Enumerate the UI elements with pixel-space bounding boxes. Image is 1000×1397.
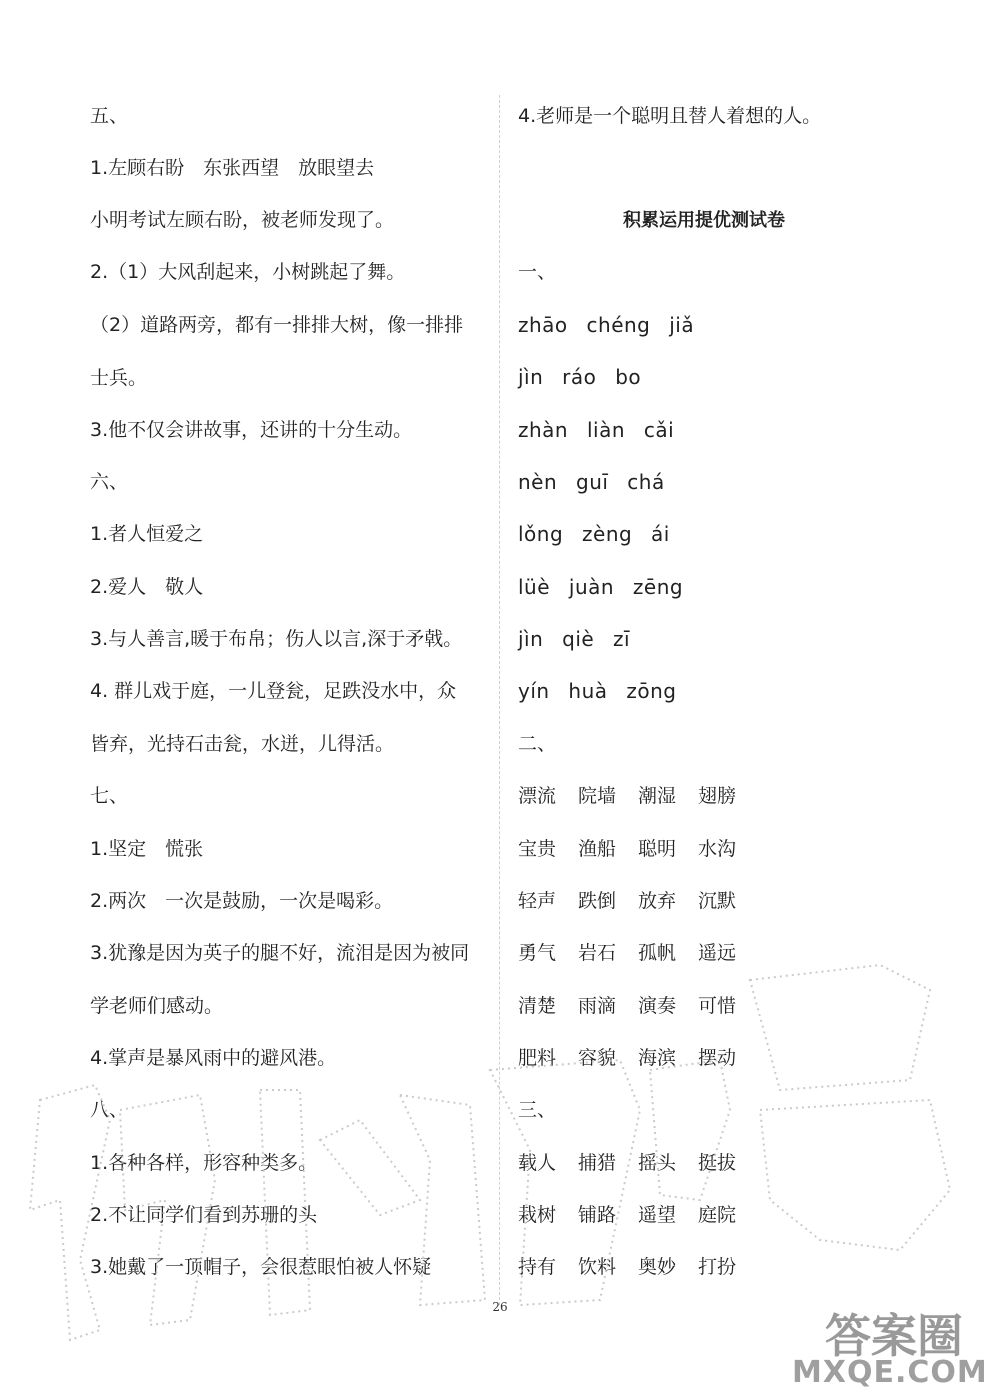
answer-line: 学老师们感动。 bbox=[90, 995, 224, 1017]
word: 水沟 bbox=[698, 838, 737, 860]
answer-line: 4.掌声是暴风雨中的避风港。 bbox=[90, 1047, 337, 1069]
answer-line: 1.左顾右盼 东张西望 放眼望去 bbox=[90, 157, 375, 179]
answer-line: 士兵。 bbox=[90, 367, 148, 389]
word: 持有 bbox=[518, 1256, 557, 1278]
section-heading-3: 三、 bbox=[518, 1099, 557, 1121]
word: 翅膀 bbox=[698, 785, 737, 807]
pinyin-row: jìn ráo bo bbox=[518, 365, 642, 389]
word: 雨滴 bbox=[578, 995, 617, 1017]
word-row bbox=[518, 1046, 758, 1070]
word-row bbox=[518, 1203, 758, 1227]
word: 载人 bbox=[518, 1152, 557, 1174]
section-heading-8: 八、 bbox=[90, 1099, 129, 1121]
answer-line: 2.不让同学们看到苏珊的头 bbox=[90, 1204, 318, 1226]
word: 遥远 bbox=[698, 942, 737, 964]
answer-line: 4. 群儿戏于庭，一儿登瓮，足跌没水中，众 bbox=[90, 680, 457, 702]
answer-line: 1.者人恒爱之 bbox=[90, 523, 204, 545]
word-row bbox=[518, 837, 758, 861]
word-row bbox=[518, 784, 758, 808]
answer-line: 1.各种各样，形容种类多。 bbox=[90, 1152, 318, 1174]
word: 挺拔 bbox=[698, 1152, 737, 1174]
word: 勇气 bbox=[518, 942, 557, 964]
section-heading-7: 七、 bbox=[90, 785, 129, 807]
page-number: 26 bbox=[492, 1300, 508, 1314]
word: 遥望 bbox=[638, 1204, 677, 1226]
word: 饮料 bbox=[578, 1256, 617, 1278]
word-row bbox=[518, 1255, 758, 1279]
word: 奥妙 bbox=[638, 1256, 677, 1278]
section-heading-5: 五、 bbox=[90, 105, 129, 127]
word: 聪明 bbox=[638, 838, 677, 860]
word: 可惜 bbox=[698, 995, 737, 1017]
word: 摇头 bbox=[638, 1152, 677, 1174]
answer-line: 2.爱人 敬人 bbox=[90, 576, 204, 598]
pinyin-row: zhāo chéng jiǎ bbox=[518, 313, 695, 337]
answer-line: 3.他不仅会讲故事，还讲的十分生动。 bbox=[90, 419, 413, 441]
word: 摆动 bbox=[698, 1047, 737, 1069]
word: 海滨 bbox=[638, 1047, 677, 1069]
answer-line: 小明考试左顾右盼，被老师发现了。 bbox=[90, 209, 395, 231]
test-title: 积累运用提优测试卷 bbox=[623, 210, 785, 231]
pinyin-row: lǒng zèng ái bbox=[518, 522, 670, 546]
word: 宝贵 bbox=[518, 838, 557, 860]
word: 院墙 bbox=[578, 785, 617, 807]
word: 孤帆 bbox=[638, 942, 677, 964]
word: 容貌 bbox=[578, 1047, 617, 1069]
word: 栽树 bbox=[518, 1204, 557, 1226]
answer-line: 4.老师是一个聪明且替人着想的人。 bbox=[518, 105, 822, 127]
answer-line: 2.（1）大风刮起来，小树跳起了舞。 bbox=[90, 261, 406, 283]
word: 打扮 bbox=[698, 1256, 737, 1278]
pinyin-row: lüè juàn zēng bbox=[518, 575, 684, 599]
word-row bbox=[518, 941, 758, 965]
pinyin-row: nèn guī chá bbox=[518, 470, 665, 494]
pinyin-row: jìn qiè zī bbox=[518, 627, 631, 651]
answer-line: 皆弃，光持石击瓮，水迸，儿得活。 bbox=[90, 733, 395, 755]
word: 岩石 bbox=[578, 942, 617, 964]
watermark-logo: 答案圈 bbox=[825, 1309, 963, 1363]
answer-line: 3.犹豫是因为英子的腿不好，流泪是因为被同 bbox=[90, 942, 470, 964]
word: 跌倒 bbox=[578, 890, 617, 912]
word-row bbox=[518, 889, 758, 913]
word: 渔船 bbox=[578, 838, 617, 860]
answer-line: 1.坚定 慌张 bbox=[90, 838, 204, 860]
word: 演奏 bbox=[638, 995, 677, 1017]
answer-line: 3.她戴了一顶帽子，会很惹眼怕被人怀疑 bbox=[90, 1256, 432, 1278]
pinyin-row: zhàn liàn cǎi bbox=[518, 418, 675, 442]
section-heading-6: 六、 bbox=[90, 471, 129, 493]
section-heading-1: 一、 bbox=[518, 261, 557, 283]
answer-line: 2.两次 一次是鼓励，一次是喝彩。 bbox=[90, 890, 394, 912]
word: 放弃 bbox=[638, 890, 677, 912]
word-row bbox=[518, 994, 758, 1018]
word: 庭院 bbox=[698, 1204, 737, 1226]
word: 清楚 bbox=[518, 995, 557, 1017]
watermark-site: MXQE.COM bbox=[792, 1355, 988, 1390]
answer-line: 3.与人善言,暖于布帛；伤人以言,深于矛戟。 bbox=[90, 628, 463, 650]
word: 潮湿 bbox=[638, 785, 677, 807]
answer-line: （2）道路两旁，都有一排排大树，像一排排 bbox=[90, 314, 464, 336]
word: 捕猎 bbox=[578, 1152, 617, 1174]
section-heading-2: 二、 bbox=[518, 733, 557, 755]
word: 铺路 bbox=[578, 1204, 617, 1226]
word-row bbox=[518, 1151, 758, 1175]
column-divider bbox=[499, 95, 500, 1305]
word: 轻声 bbox=[518, 890, 557, 912]
word: 肥料 bbox=[518, 1047, 557, 1069]
word: 沉默 bbox=[698, 890, 737, 912]
pinyin-row: yín huà zōng bbox=[518, 679, 677, 703]
word: 漂流 bbox=[518, 785, 557, 807]
